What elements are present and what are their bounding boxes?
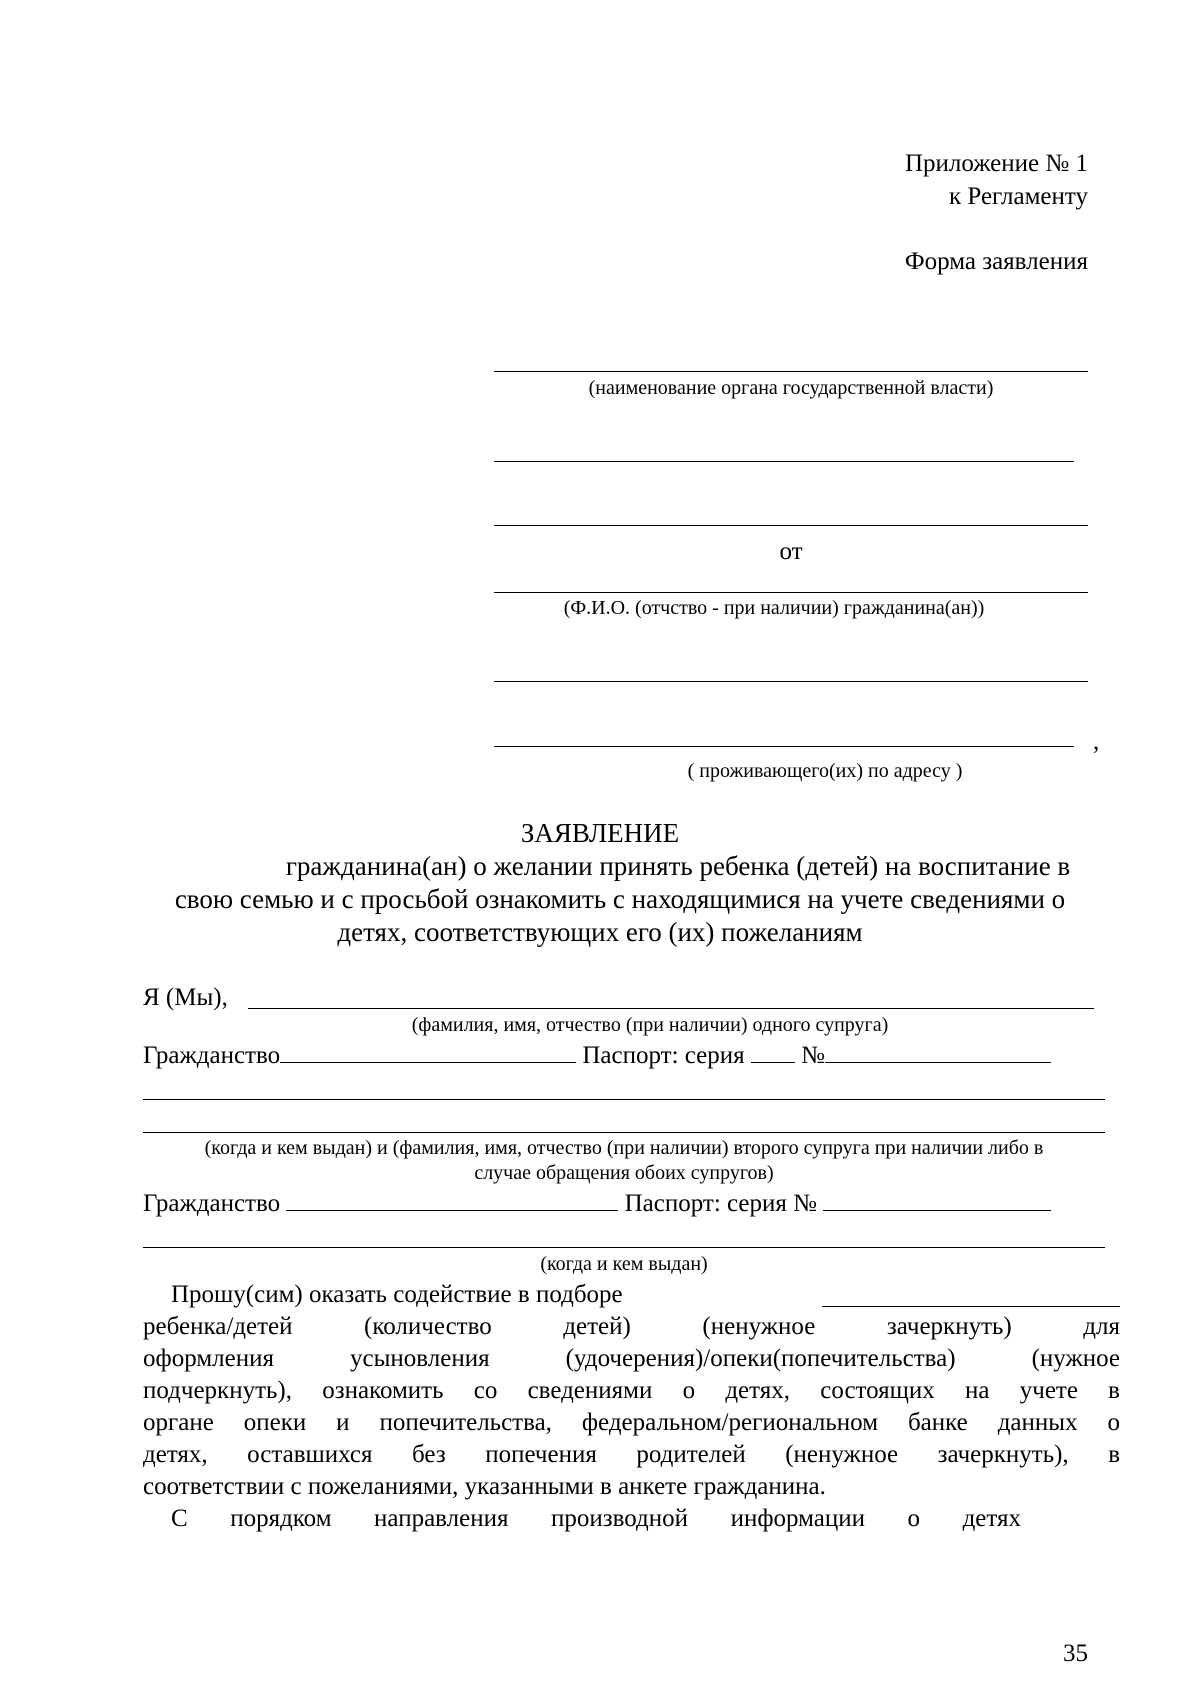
passport1-series-blank: [751, 1040, 795, 1063]
passport1-number-blank: [825, 1040, 1051, 1063]
title-line-2: свою семью и с просьбой ознакомить с находящимися на учете сведениями о: [174, 884, 1066, 914]
issued1-caption-2: случае обращения обоих супругов): [474, 1162, 774, 1184]
document-title: ЗАЯВЛЕНИЕ: [520, 818, 680, 848]
request-line-7: соответствии с пожеланиями, указанными в анкете гражданина.: [143, 1473, 826, 1500]
from-word: от: [779, 538, 803, 565]
form-name: Форма заявления: [904, 248, 1088, 275]
citizenship1-blank: [280, 1040, 576, 1063]
request-line-4: подчеркнуть), ознакомить со сведениями о детях, состоящих на учете в: [143, 1377, 1120, 1404]
fio-line: [494, 592, 1088, 593]
passport2-blank: [823, 1188, 1051, 1211]
request-line-1: [171, 1281, 791, 1309]
request-line-3: оформления усыновления (удочерения)/опеки(попечительства) (нужное: [143, 1345, 1120, 1372]
address-comma: ,: [1093, 728, 1100, 755]
passport2-label: Паспорт: серия №: [624, 1190, 818, 1217]
citizenship2-blank: [286, 1188, 618, 1211]
blank-line-1: [494, 461, 1074, 462]
citizenship2-row: [143, 1188, 1051, 1218]
passport1-series-label: Паспорт: серия: [582, 1042, 745, 1069]
citizenship1-row: [143, 1040, 1051, 1070]
issued1-caption-1: (когда и кем выдан) и (фамилия, имя, отчество (при наличии) второго супруга при наличии либо в: [204, 1137, 1044, 1159]
appendix-number: Приложение № 1: [904, 150, 1088, 177]
passport1-number-label: №: [801, 1042, 826, 1069]
issued1-line-1: [143, 1099, 1105, 1100]
address-line: [494, 746, 1074, 747]
issued2-caption: (когда и кем выдан): [540, 1253, 708, 1275]
blank-line-2: [494, 525, 1088, 526]
procedure-line-1: С порядком направления производной информации о детях: [171, 1505, 1021, 1532]
address-caption: ( проживающего(их) по адресу ): [687, 760, 963, 782]
title-line-1: гражданина(ан) о желании принять ребенка (детей) на воспитание в: [285, 851, 1071, 881]
child-selection-line: [822, 1306, 1120, 1307]
request-line-2: ребенка/детей (количество детей) (ненужное зачеркнуть) для: [143, 1313, 1120, 1340]
fio-caption: (Ф.И.О. (отчство - при наличии) гражданина(ан)): [563, 597, 985, 619]
page-number: 35: [1063, 1640, 1088, 1667]
we-label: Я (Мы),: [143, 984, 228, 1011]
authority-line: [494, 371, 1088, 372]
spouse1-name-line: [248, 1008, 1094, 1009]
request-line-1-text: Прошу(сим) оказать содействие в подборе: [171, 1281, 623, 1308]
title-line-3: детях, соответствующих его (их) пожеланиям: [337, 917, 863, 947]
issued1-line-2: [143, 1132, 1105, 1133]
citizenship2-label: Гражданство: [143, 1190, 281, 1217]
authority-caption: (наименование органа государственной власти): [588, 377, 994, 399]
spouse1-caption: (фамилия, имя, отчество (при наличии) одного супруга): [411, 1014, 889, 1036]
request-line-5: органе опеки и попечительства, федеральном/региональном банке данных о: [143, 1409, 1120, 1436]
citizenship1-label: Гражданство: [143, 1042, 281, 1069]
request-line-6: детях, оставшихся без попечения родителей (ненужное зачеркнуть), в: [143, 1441, 1120, 1468]
blank-line-3: [494, 681, 1088, 682]
issued2-line: [143, 1247, 1105, 1248]
regulation-ref: к Регламенту: [948, 183, 1088, 210]
